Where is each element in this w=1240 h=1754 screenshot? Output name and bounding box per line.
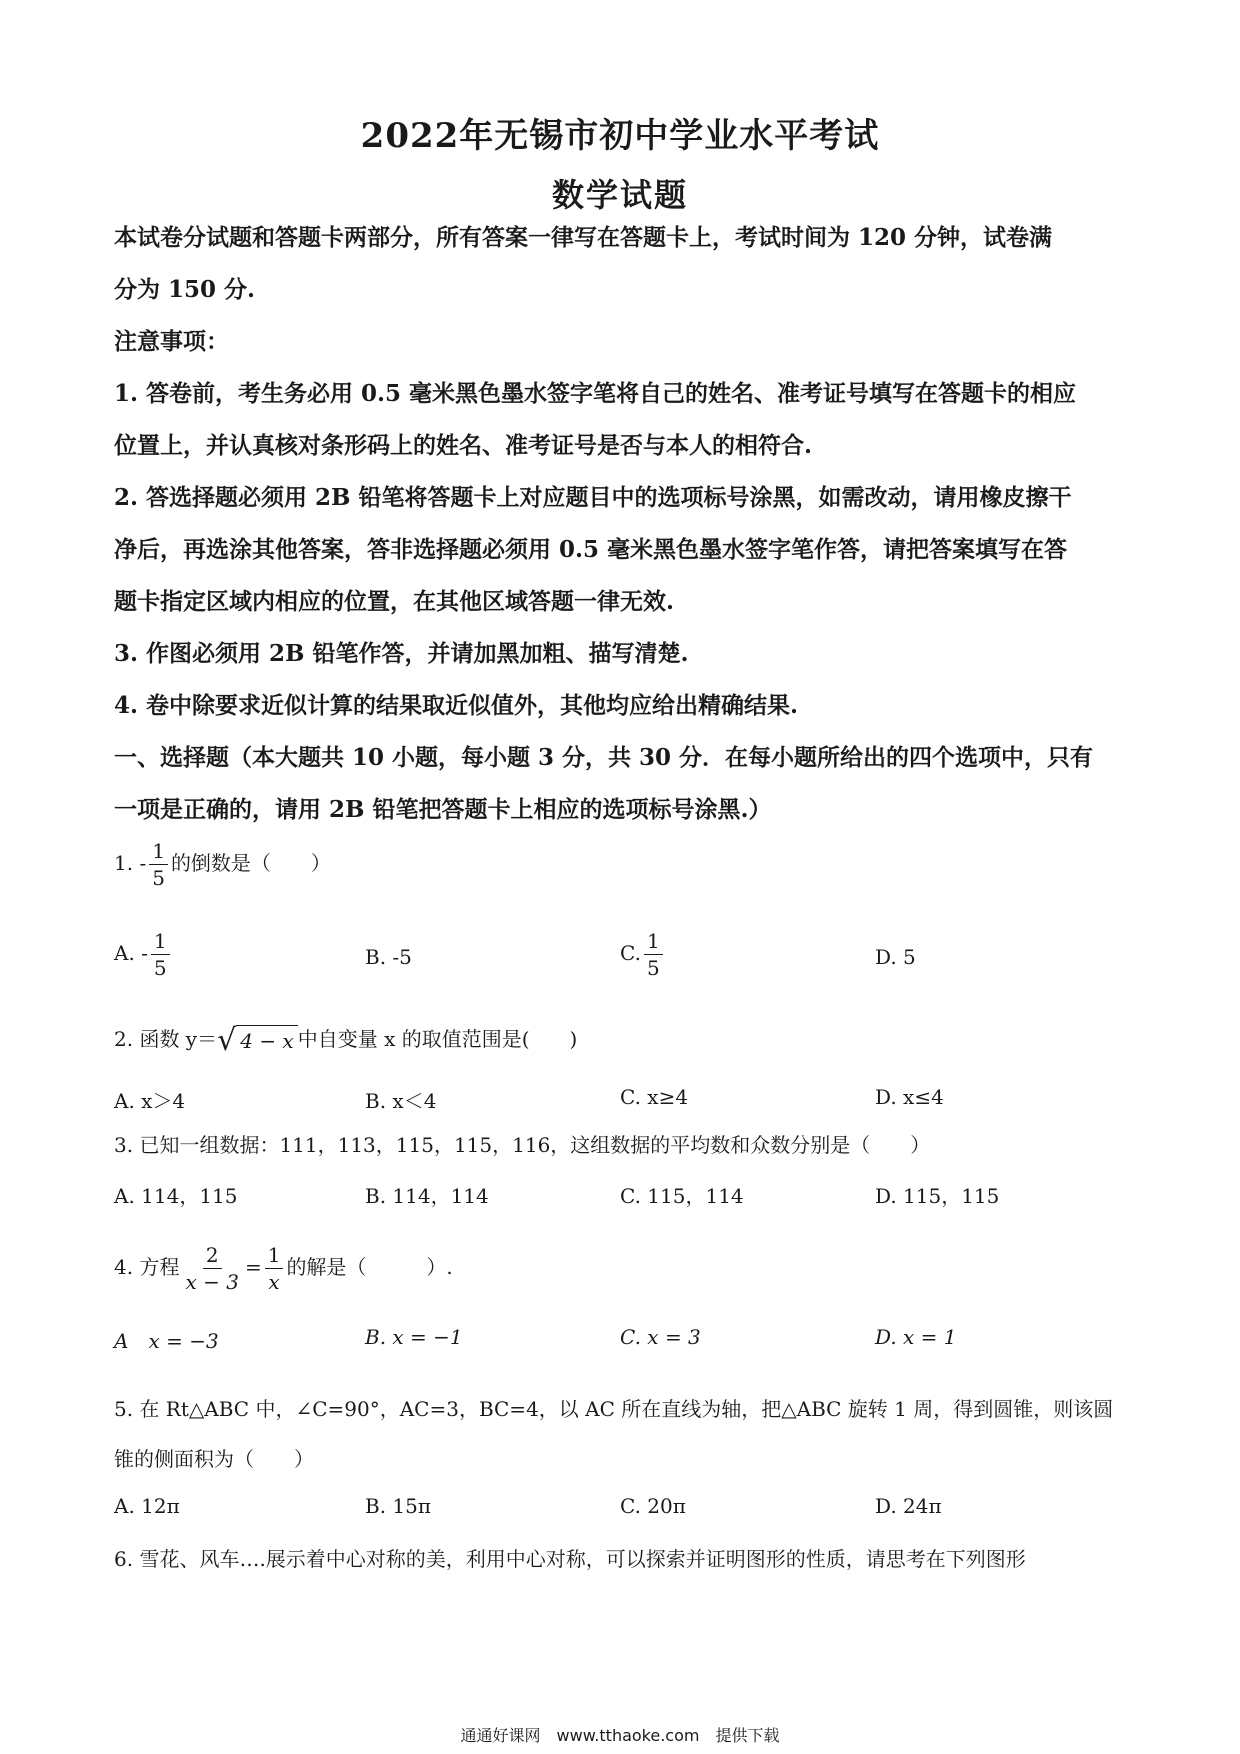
fraction-numerator: 1 (151, 930, 170, 955)
fraction-denominator: x (268, 1270, 280, 1294)
exam-title: 2022年无锡市初中学业水平考试 (360, 116, 880, 156)
section-heading: 一项是正确的，请用 2B 铅笔把答题卡上相应的选项标号涂黑.） (114, 796, 772, 823)
q2-option-b: B. x＜4 (365, 1089, 437, 1113)
intro-paragraph (114, 212, 1130, 836)
fraction-denominator: 5 (646, 956, 660, 980)
exam-subtitle: 数学试题 (551, 176, 688, 214)
question-5-line-1: 5. 在 Rt△ABC 中，∠C=90°，AC=3，BC=4，以 AC 所在直线为轴，把△ABC 旋转 1 周，得到圆锥，则该圆 (114, 1397, 1114, 1421)
intro-line: 本试卷分试题和答题卡两部分，所有答案一律写在答题卡上，考试时间为 120 分钟，试卷满 (114, 224, 1053, 251)
question-2-suffix: 中自变量 x 的取值范围是( ) (297, 1027, 578, 1051)
notice-line: 题卡指定区域内相应的位置，在其他区域答题一律无效. (114, 588, 675, 615)
question-2 (114, 1024, 577, 1056)
q3-option-b: B. 114，114 (365, 1184, 489, 1208)
q4-option-b: B. x = −1 (365, 1325, 463, 1349)
fraction-denominator: x − 3 (185, 1270, 239, 1294)
question-3: 3. 已知一组数据：111，113，115，115，116，这组数据的平均数和众数分别是（ ） (114, 1133, 931, 1157)
question-5-line-2: 锥的侧面积为（ ） (114, 1447, 314, 1471)
square-root (217, 1025, 298, 1056)
q5-option-d: D. 24π (875, 1494, 942, 1518)
q3-option-d: D. 115，115 (875, 1184, 1000, 1208)
question-1-prefix: 1. - (114, 851, 147, 875)
equation-fraction-left (182, 1244, 241, 1293)
notice-line: 1. 答卷前，考生务必用 0.5 毫米黑色墨水签字笔将自己的姓名、准考证号填写在答题卡的相应 (114, 380, 1077, 407)
option-label: A. - (114, 941, 148, 965)
question-4-suffix: 的解是（ ）. (286, 1255, 453, 1279)
fraction-numerator: 1 (149, 840, 168, 865)
option-fraction (644, 930, 663, 979)
radical-sign: √ (217, 1023, 237, 1058)
q4-option-a: A x = −3 (114, 1329, 219, 1353)
question-1-fraction (149, 840, 168, 889)
q2-option-c: C. x≥4 (620, 1085, 689, 1109)
notice-line: 3. 作图必须用 2B 铅笔作答，并请加黑加粗、描写清楚. (114, 640, 689, 667)
fraction-numerator: 1 (265, 1244, 284, 1269)
fraction-numerator: 1 (644, 930, 663, 955)
question-4 (114, 1244, 453, 1293)
q1-option-b: B. -5 (365, 945, 412, 969)
q5-option-a: A. 12π (114, 1494, 180, 1518)
notice-line: 位置上，并认真核对条形码上的姓名、准考证号是否与本人的相符合. (114, 432, 813, 459)
question-2-prefix: 2. 函数 y＝ (114, 1027, 218, 1051)
radicand: 4 − x (236, 1025, 297, 1056)
q1-option-c (620, 930, 666, 979)
q1-option-d: D. 5 (875, 945, 916, 969)
section-heading: 一、选择题（本大题共 10 小题，每小题 3 分，共 30 分．在每小题所给出的四个选项中，只有 (114, 744, 1094, 771)
page-footer: 通通好课网 www.tthaoke.com 提供下载 (460, 1726, 780, 1745)
option-fraction (151, 930, 170, 979)
option-label: C. (620, 941, 641, 965)
question-6-line-1: 6. 雪花、风车….展示着中心对称的美，利用中心对称，可以探索并证明图形的性质，请思考在下列图形 (114, 1547, 1026, 1571)
q5-option-b: B. 15π (365, 1494, 432, 1518)
q4-option-c: C. x = 3 (620, 1325, 701, 1349)
question-1 (114, 840, 331, 889)
fraction-denominator: 5 (152, 866, 165, 890)
fraction-denominator: 5 (153, 956, 167, 980)
q3-option-a: A. 114，115 (114, 1184, 238, 1208)
q4-option-d: D. x = 1 (875, 1325, 957, 1349)
notice-title: 注意事项： (114, 328, 229, 355)
q5-option-c: C. 20π (620, 1494, 686, 1518)
equals-sign: = (244, 1255, 262, 1279)
question-1-suffix: 的倒数是（ ） (170, 851, 331, 875)
notice-line: 净后，再选涂其他答案，答非选择题必须用 0.5 毫米黑色墨水签字笔作答，请把答案填写在答 (114, 536, 1068, 563)
notice-line: 2. 答选择题必须用 2B 铅笔将答题卡上对应题目中的选项标号涂黑，如需改动，请用橡皮擦干 (114, 484, 1072, 511)
equation-fraction-right (265, 1244, 284, 1293)
question-4-prefix: 4. 方程 (114, 1255, 180, 1279)
q2-option-a: A. x＞4 (114, 1089, 186, 1113)
q1-option-a (114, 930, 173, 979)
notice-line: 4. 卷中除要求近似计算的结果取近似值外，其他均应给出精确结果. (114, 692, 799, 719)
q2-option-d: D. x≤4 (875, 1085, 944, 1109)
intro-line: 分为 150 分. (114, 276, 256, 303)
q3-option-c: C. 115，114 (620, 1184, 744, 1208)
fraction-numerator: 2 (203, 1244, 222, 1269)
